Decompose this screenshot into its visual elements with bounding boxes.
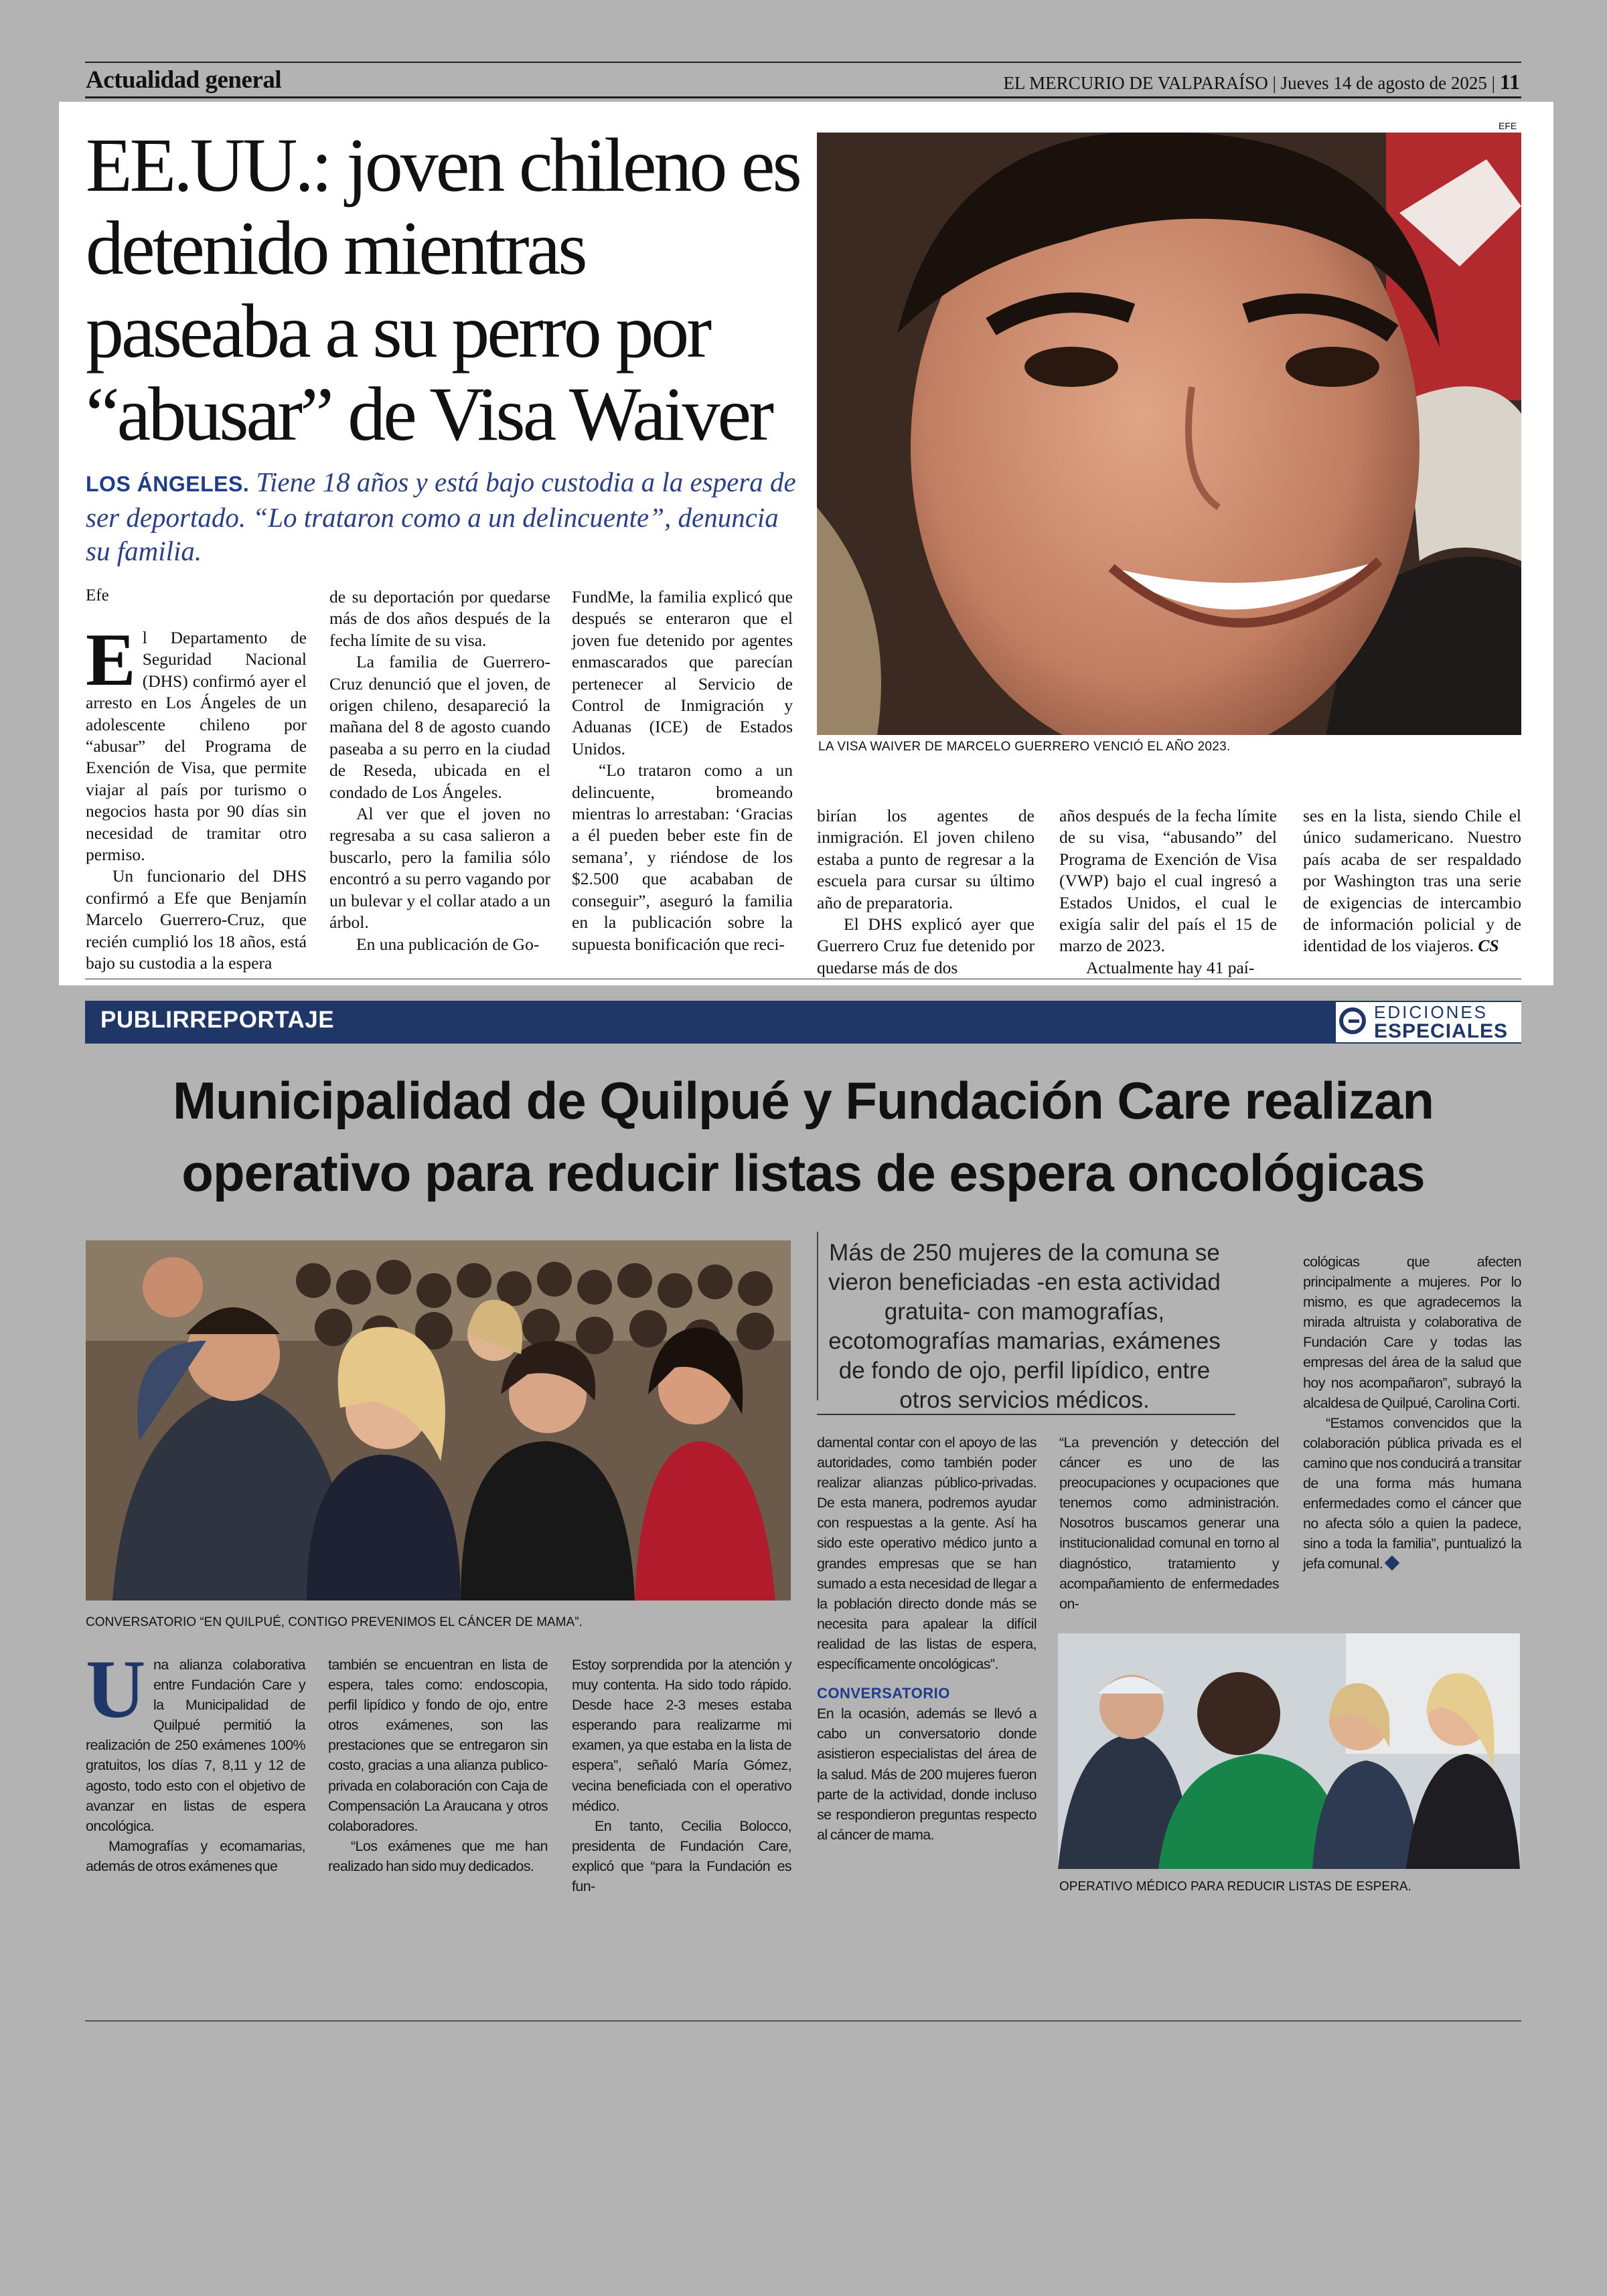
lead-place: LOS ÁNGELES.: [86, 472, 250, 496]
publi-text: cológicas que afecten principalmente a mujeres. Por lo mismo, es que agradecemos la mirada altruista y colaborativa de Fundación Care y todas las empresas del área de la salud que hoy nos acompañaron”, subrayó la alcaldesa de Quilpué, Carolina Corti.: [1303, 1254, 1521, 1411]
header-rule-top: [85, 62, 1521, 63]
photo-credit: EFE: [1499, 120, 1517, 131]
logo-text-line1: EDICIONES: [1374, 1002, 1488, 1022]
conversatorio-photo: [86, 1240, 791, 1601]
end-mark: CS: [1478, 936, 1499, 956]
publi-text: En tanto, Cecilia Bolocco, presidenta de Fundación Care, explicó que “para la Fundación es fun-: [572, 1817, 791, 1895]
article-photo: [817, 133, 1521, 735]
lead-rule-bottom: [817, 1414, 1235, 1415]
ediciones-logo-icon: [1339, 1007, 1366, 1034]
article-text: El DHS explicó ayer que Guerrero Cruz fue detenido por quedarse más de dos: [817, 914, 1035, 977]
publi-text: Mamografías y ecomamarias, además de otros exámenes que: [86, 1837, 305, 1874]
operativo-photo-illustration: [1058, 1633, 1520, 1869]
publirreportaje-label: PUBLIRREPORTAJE: [100, 1007, 335, 1033]
lead-text: Tiene 18 años y está bajo custodia a la espera de ser deportado. “Lo trataron como a un delincuente”, denuncia su familia.: [86, 467, 796, 566]
publi-text: [1303, 1413, 1521, 1574]
publi-text-span: “Estamos convencidos que la colaboración pública privada es el camino que nos conducirá a transitar de una forma más humana enfermedades como el cáncer que no afecta sólo a quien la padece, sino a toda la familia”, puntualizó la jefa comunal.: [1303, 1414, 1521, 1572]
article-text: birían los agentes de inmigración. El joven chileno estaba a punto de regresar a la escuela para cursar su último año de preparatoria.: [817, 806, 1035, 912]
article-column-1: [86, 619, 307, 975]
article-column-4: [817, 805, 1035, 979]
publirreportaje-title: [85, 1064, 1521, 1209]
article-author: Efe: [86, 586, 109, 604]
logo-text-line2: ESPECIALES: [1374, 1020, 1509, 1042]
operativo-caption: OPERATIVO MÉDICO PARA REDUCIR LISTAS DE ESPERA.: [1059, 1880, 1411, 1894]
end-diamond-icon: [1385, 1556, 1400, 1571]
publi-text: Estoy sorprendida por la atención y muy contenta. Ha sido todo rápido. Desde hace 2-3 meses estaba esperando para realizarme mi examen, ya que estaba en la lista de espera”, señaló María Gómez, vecina beneficiada con el operativo médico.: [572, 1657, 791, 1814]
publi-text: na alianza colaborativa entre Fundación Care y la Municipalidad de Quilpué permitió la realización de 250 exámenes 100% gratuitos, los días 7, 8,11 y 12 de agosto, todo esto con el objetivo de avanzar en listas de espera oncológica.: [86, 1657, 305, 1834]
page-number: 11: [1499, 70, 1520, 94]
article-text: FundMe, la familia explicó que después se enteraron que el joven fue detenido por agentes enmascarados que parecían pertenecer al Servicio de Control de Inmigración y Aduanas (ICE) de Estados Unidos.: [572, 587, 793, 758]
publi-text: “Los exámenes que me han realizado han sido muy dedicados.: [328, 1837, 548, 1874]
article-text: de su deportación por quedarse más de dos años después de la fecha límite de su visa.: [329, 587, 550, 650]
publi-column-2: [328, 1655, 548, 1876]
conversatorio-caption: CONVERSATORIO “EN QUILPUÉ, CONTIGO PREVENIMOS EL CÁNCER DE MAMA”.: [86, 1615, 583, 1629]
article-text: En una publicación de Go-: [356, 934, 540, 954]
article-text-span: ses en la lista, siendo Chile el único sudamericano. Nuestro país acaba de ser respaldado por Washington tras una serie de exigencias de intercambio de información policial y de identidad de los viajeros.: [1303, 806, 1521, 956]
publi-text: “La prevención y detección del cáncer es uno de las preocupaciones y ocupaciones que tenemos como administración. Nosotros buscamos generar una institucionalidad comunal en torno al diagnóstico, tratamiento y acompañamiento de enfermedades on-: [1059, 1434, 1279, 1612]
page-bottom-rule: [85, 2020, 1521, 2022]
article-column-5: [1059, 805, 1277, 979]
article-text: “Lo trataron como a un delincuente, bromeando mientras lo arrestaban: ‘Gracias a él pueden beber este fin de semana’, y riéndose de los $2.500 que acababan de conseguir”, aseguró la familia en la publicación sobre la supuesta bonificación que reci-: [572, 760, 793, 954]
title-line-1: Municipalidad de Quilpué y Fundación Care realizan: [172, 1071, 1434, 1130]
publi-column-1: [86, 1643, 305, 1876]
publi-column-4: [817, 1432, 1037, 1845]
article-column-3: [572, 586, 793, 955]
publi-column-5: [1059, 1432, 1279, 1614]
publi-column-6: [1303, 1252, 1521, 1574]
article-text: Un funcionario del DHS confirmó a Efe que Benjamín Marcelo Guerrero-Cruz, que recién cumplió los 18 años, está bajo su custodia a la espera: [86, 866, 307, 973]
header-rule-bottom: [85, 96, 1521, 98]
article-text: Al ver que el joven no regresaba a su casa salieron a buscarlo, pero la familia sólo encontró a su perro vagando por un bulevar y el collar atado a un árbol.: [329, 804, 550, 932]
publi-column-3: [572, 1655, 791, 1896]
article-column-2: [329, 586, 550, 955]
publi-dropcap: U: [86, 1643, 145, 1735]
page-meta: [1003, 70, 1520, 94]
publi-subheading: CONVERSATORIO: [817, 1685, 950, 1702]
publication-date: EL MERCURIO DE VALPARAÍSO | Jueves 14 de agosto de 2025 |: [1003, 73, 1496, 93]
article-text: años después de la fecha límite de su visa, “abusando” del Programa de Exención de Visa (VWP) bajo el cual ingresó a Estados Unidos, el cual le exigía salir del país el 15 de marzo de 2023.: [1059, 806, 1277, 956]
portrait-illustration: [817, 133, 1521, 735]
operativo-photo: [1058, 1633, 1520, 1869]
publi-text: damental contar con el apoyo de las autoridades, como también poder realizar alianzas público-privadas. De esta manera, podremos ayudar con respuestas a la gente. Así ha sido este operativo médico junto a grandes empresas que se han sumado a esta necesidad de llegar a la población directo donde más se necesita para apalear la difícil realidad de las listas de espera, específicamente oncológicas”.: [817, 1434, 1037, 1673]
article-text: [1303, 805, 1521, 957]
dropcap: E: [86, 619, 136, 702]
title-line-2: operativo para reducir listas de espera oncológicas: [181, 1143, 1425, 1202]
article-text: l Departamento de Seguridad Nacional (DHS) confirmó ayer el arresto en Los Ángeles de un adolescente chileno por “abusar” del Programa de Exención de Visa, que permite viajar al país por turismo o negocios hasta por 90 días sin necesidad de tramitar otro permiso.: [86, 628, 307, 865]
group-photo-illustration: [86, 1240, 791, 1601]
article-headline: EE.UU.: joven chileno es detenido mientras paseaba a su perro por “abusar” de Visa Waiver: [86, 122, 799, 457]
publi-text: también se encuentran en lista de espera, tales como: endoscopia, perfil lipídico y fondo de ojo, entre otros exámenes, son las prestaciones que se entregaron sin costo, gracias a una alianza publico-privada en colaboración con Caja de Compensación La Araucana y otros colaboradores.: [328, 1657, 548, 1834]
article-text: Actualmente hay 41 paí-: [1086, 957, 1255, 977]
article-column-6: [1303, 805, 1521, 957]
article-lead: [86, 465, 806, 568]
photo-caption: LA VISA WAIVER DE MARCELO GUERRERO VENCIÓ EL AÑO 2023.: [818, 740, 1231, 754]
article-text: La familia de Guerrero-Cruz denunció que el joven, de origen chileno, desapareció la mañana del 8 de agosto cuando paseaba a su perro en la ciudad de Reseda, ubicada en el condado de Los Ángeles.: [329, 652, 550, 802]
publi-text: En la ocasión, además se llevó a cabo un conversatorio donde asistieron especialistas del área de la salud. Más de 200 mujeres fueron parte de la actividad, donde incluso se respondieron preguntas respecto al cáncer de mama.: [817, 1706, 1037, 1843]
publirreportaje-lead: Más de 250 mujeres de la comuna se vieron beneficiadas -en esta actividad gratuita- con mamografías, ecotomografías mamarias, exámenes de fondo de ojo, perfil lipídico, entre otros servicios médicos.: [828, 1240, 1221, 1413]
section-label: Actualidad general: [86, 66, 282, 94]
